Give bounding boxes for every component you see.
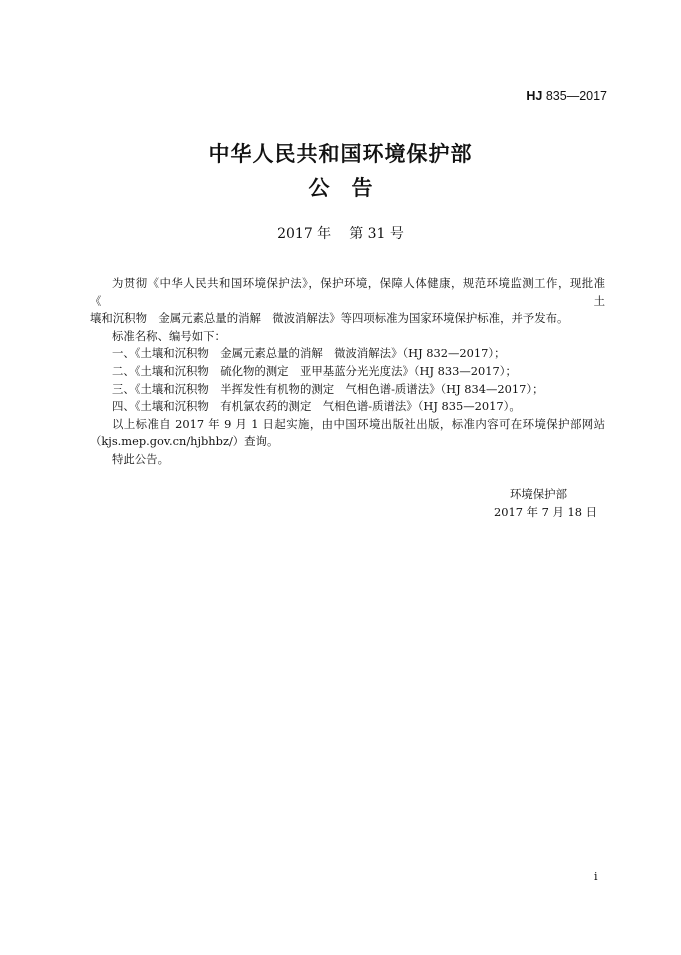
standard-item-1: 一、《土壤和沉积物 金属元素总量的消解 微波消解法》（HJ 832—2017）； xyxy=(112,346,506,361)
intro-line-2: 壤和沉积物 金属元素总量的消解 微波消解法》等四项标准为国家环境保护标准，并予发布。 xyxy=(90,311,569,326)
standard-item-2: 二、《土壤和沉积物 硫化物的测定 亚甲基蓝分光光度法》（HJ 833—2017）； xyxy=(112,363,517,378)
standard-code xyxy=(526,89,607,103)
list-intro: 标准名称、编号如下： xyxy=(112,328,226,343)
standard-item-4: 四、《土壤和沉积物 有机氯农药的测定 气相色谱-质谱法》（HJ 835—2017）。 xyxy=(112,399,521,414)
intro-line-1: 为贯彻《中华人民共和国环境保护法》，保护环境，保障人体健康，规范环境监测工作，现批准《土 xyxy=(90,276,605,308)
ministry-title: 中华人民共和国环境保护部 xyxy=(208,142,473,166)
standard-number: 835—2017 xyxy=(542,89,607,103)
document-type-text: 公告 xyxy=(308,176,395,200)
page-number: i xyxy=(594,870,598,883)
implementation-line-1: 以上标准自 2017 年 9 月 1 日起实施，由中国环境出版社出版，标准内容可在环境保护部网站 xyxy=(112,416,605,431)
announcement-year: 2017 年 xyxy=(277,226,332,242)
closing-line: 特此公告。 xyxy=(112,451,169,466)
announcement-number xyxy=(0,223,681,243)
standard-item-3: 三、《土壤和沉积物 半挥发性有机物的测定 气相色谱-质谱法》（HJ 834—2017）； xyxy=(112,381,544,396)
implementation-line-2: （kjs.mep.gov.cn/hjbhbz/）查询。 xyxy=(90,434,279,449)
document-type xyxy=(0,172,681,202)
signature-block xyxy=(480,486,600,521)
announcement-no: 第 31 号 xyxy=(349,226,404,242)
standard-prefix: HJ xyxy=(526,89,543,103)
signature-org: 环境保护部 xyxy=(510,487,567,501)
announcement-body xyxy=(90,275,605,469)
signature-date: 2017 年 7 月 18 日 xyxy=(494,504,598,519)
